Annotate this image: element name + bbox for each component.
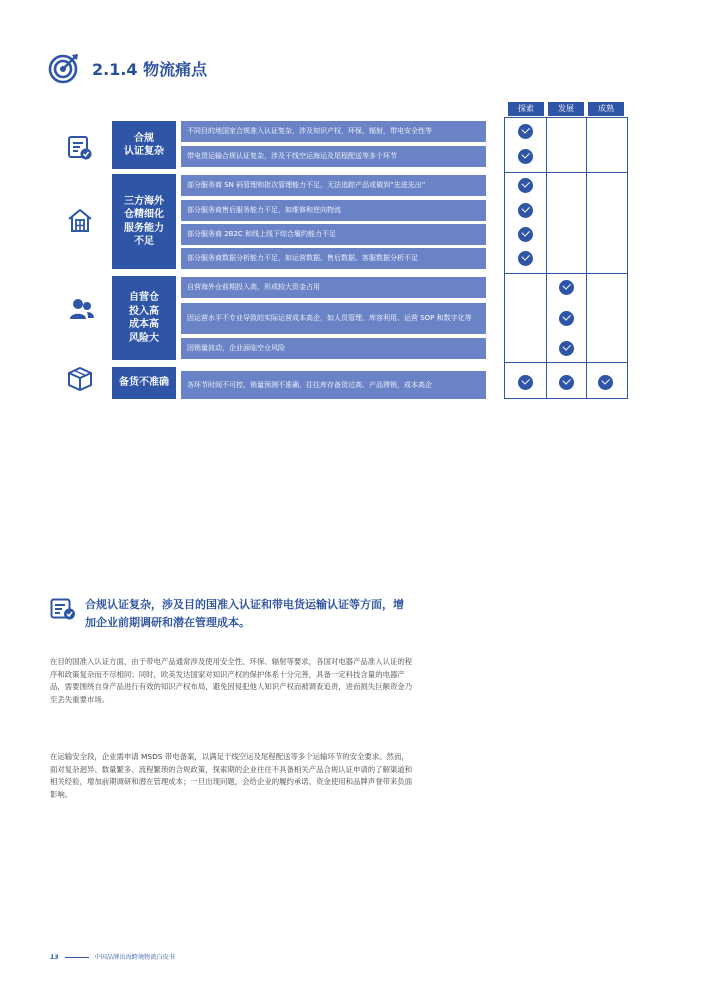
pain-point-row: 不同目的地国家合规准入认证复杂，涉及知识产权，环保，辐射，带电安全性等: [181, 121, 486, 142]
pain-point-row: 自营海外仓前期投入高，形成较大资金占用: [181, 277, 486, 298]
column-header-explore: 探索: [508, 102, 544, 116]
pain-point-row: 因销量波动，企业面临空仓风险: [181, 338, 486, 359]
pain-point-row: 带电货运输合规认证复杂，涉及干线空运海运及尾程配送等多个环节: [181, 146, 486, 167]
check-icon: [518, 251, 533, 266]
column-header-mature: 成熟: [588, 102, 624, 116]
section-title: 2.1.4 物流痛点: [92, 60, 208, 79]
document-check-icon: [50, 598, 76, 620]
category-compliance: 合规 认证复杂: [112, 121, 176, 169]
pain-point-row: 部分服务商 SN 码管理和批次管理能力不足，无法追踪产品或做到“先进先出”: [181, 175, 486, 196]
callout-text: 合规认证复杂，涉及目的国准入认证和带电货运输认证等方面，增加企业前期调研和潜在管理成本。: [85, 598, 404, 629]
check-icon: [598, 375, 613, 390]
body-paragraph: 在运输安全段，企业需申请 MSDS 带电备案，以满足干线空运及尾程配送等多个运输环节的安全要求。然而，面对复杂迥异、数量繁多、流程繁琐的合规政策，探索期的企业往往不具备相关产品合规认证申请的了解渠道和相关经验，增加前期调研和潜在管理成本；一旦出现问题，会给企业的履约承诺、资金使用和品牌声誉带来负面影响。: [50, 752, 413, 800]
column-header-develop: 发展: [548, 102, 584, 116]
warehouse-icon: [67, 208, 93, 234]
pain-point-row: 部分服务商售后服务能力不足，如维修和逆向物流: [181, 200, 486, 221]
pain-point-row: 部分服务商数据分析能力不足，如运营数据、售后数据、客服数据分析不足: [181, 248, 486, 269]
document-check-icon: [67, 135, 93, 161]
body-paragraph: 在目的国准入认证方面，由于带电产品通常涉及使用安全性、环保、辐射等要求，各国对电器产品准入认证的程序和政策复杂而不尽相同；同时，欧美发达国家对知识产权的保护体系十分完善，具备一定科技含量的电器产品，需要围绕自身产品进行有效的知识产权布局，避免因侵犯他人知识产权而被调查追责，进而损失巨额资金乃至丢失重要市场。: [50, 657, 413, 705]
footer-title: 中国品牌出海跨境物流白皮书: [94, 954, 175, 961]
category-third-party-warehouse: 三方海外 仓精细化 服务能力 不足: [112, 174, 176, 269]
check-icon: [559, 311, 574, 326]
box-icon: [67, 366, 93, 392]
page-number: 13: [50, 954, 59, 961]
check-icon: [518, 203, 533, 218]
category-inaccurate-stocking: 备货不准确: [112, 367, 176, 399]
category-self-operated-warehouse: 自营仓 投入高 成本高 风险大: [112, 276, 176, 360]
check-icon: [559, 280, 574, 295]
pain-point-row: 各环节时间不可控、销量预测不准确，往往库存备货过高、产品滞销，成本高企: [181, 371, 486, 399]
check-icon: [559, 341, 574, 356]
page-footer: [50, 952, 175, 961]
footer-rule: [65, 957, 89, 958]
pain-point-row: 部分服务商 2B2C 和线上线下综合履约能力不足: [181, 224, 486, 245]
check-icon: [518, 227, 533, 242]
check-icon: [559, 375, 574, 390]
check-icon: [518, 178, 533, 193]
pain-point-row: 因运营水平不专业导致的实际运营成本高企，如人员管理、库容利用、运营 SOP 和数字化等: [181, 303, 486, 334]
users-icon: [69, 297, 95, 323]
check-icon: [518, 149, 533, 164]
check-icon: [518, 375, 533, 390]
target-icon: [48, 52, 80, 84]
check-icon: [518, 124, 533, 139]
